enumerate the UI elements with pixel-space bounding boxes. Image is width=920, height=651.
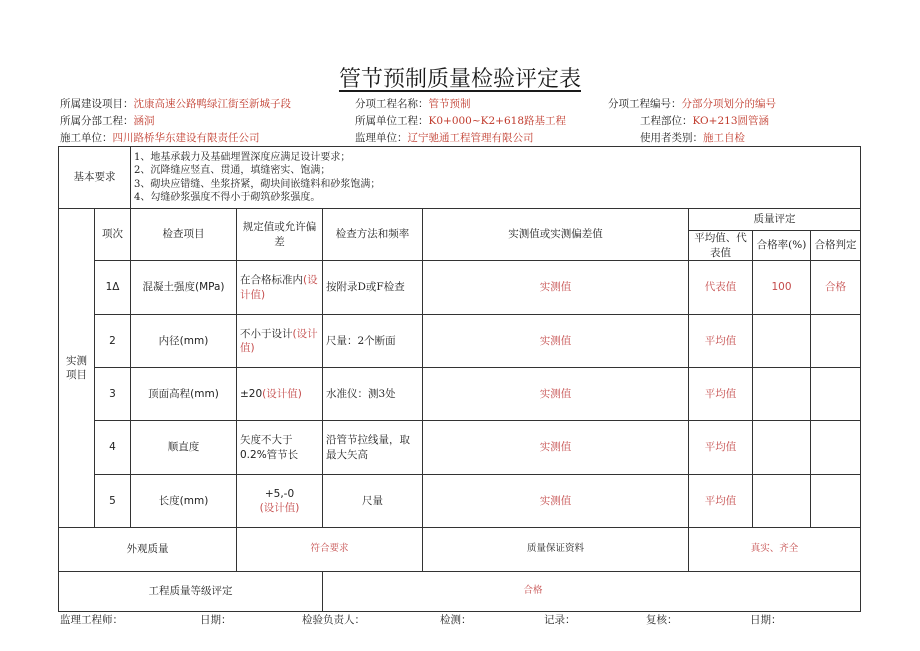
check-item: 混凝土强度(MPa)	[131, 261, 237, 315]
header-item-no: 项次	[95, 209, 131, 261]
header-measured: 实测值或实测偏差值	[423, 209, 689, 261]
grade-value: 合格	[323, 572, 861, 612]
assurance-label: 质量保证资料	[423, 528, 689, 572]
item-no: 4	[95, 421, 131, 475]
user-info: 使用者类别：施工自检	[640, 132, 745, 144]
item-no: 1Δ	[95, 261, 131, 315]
footer-date1: 日期：	[200, 614, 232, 626]
measured-value: 实测值	[423, 368, 689, 421]
judgement	[811, 475, 861, 528]
appearance-row	[59, 528, 861, 572]
spec-value: 在合格标准内(设计值)	[237, 261, 323, 315]
measured-header-row	[59, 209, 861, 231]
check-item: 长度(mm)	[131, 475, 237, 528]
pass-rate	[753, 368, 811, 421]
inspection-table	[58, 146, 861, 612]
method: 尺量	[323, 475, 423, 528]
part-info: 工程部位：KO+213圆管涵	[640, 115, 770, 127]
basic-requirements-label: 基本要求	[59, 147, 131, 209]
basic-requirements-text: 1、地基承载力及基础埋置深度应满足设计要求； 2、沉降缝应竖直、贯通，填缝密实、饱满； 3、砌块应错缝、坐浆挤紧，砌块间嵌缝料和砂浆饱满； 4、勾缝砂浆强度不得小于砌筑砂浆强度。	[131, 147, 861, 209]
header-judgement: 合格判定	[811, 231, 861, 261]
avg-value: 平均值	[689, 315, 753, 368]
header-check-item: 检查项目	[131, 209, 237, 261]
method: 水准仪：测3处	[323, 368, 423, 421]
table-row	[59, 475, 861, 528]
footer-record: 记录：	[544, 614, 576, 626]
footer-inspector: 检验负责人：	[302, 614, 365, 626]
header-quality: 质量评定	[689, 209, 861, 231]
basic-requirements-row	[59, 147, 861, 209]
grade-row	[59, 572, 861, 612]
check-item: 顶面高程(mm)	[131, 368, 237, 421]
judgement	[811, 368, 861, 421]
judgement: 合格	[811, 261, 861, 315]
project-info: 所属建设项目：沈康高速公路鸭绿江街至新城子段	[60, 98, 291, 110]
method: 按附录D或F检查	[323, 261, 423, 315]
item-no: 3	[95, 368, 131, 421]
header-pass-rate: 合格率(%)	[753, 231, 811, 261]
avg-value: 代表值	[689, 261, 753, 315]
table-row	[59, 421, 861, 475]
measured-value: 实测值	[423, 475, 689, 528]
check-item: 内径(mm)	[131, 315, 237, 368]
judgement	[811, 315, 861, 368]
pass-rate	[753, 421, 811, 475]
spec-value: +5,-0 (设计值)	[237, 475, 323, 528]
pass-rate: 100	[753, 261, 811, 315]
method: 沿管节拉线量，取最大矢高	[323, 421, 423, 475]
item-no: 2	[95, 315, 131, 368]
spec-value: 不小于设计(设计值)	[237, 315, 323, 368]
appearance-label: 外观质量	[59, 528, 237, 572]
header-spec: 规定值或允许偏差	[237, 209, 323, 261]
footer-test: 检测：	[440, 614, 472, 626]
division-info: 所属分部工程：涵洞	[60, 115, 155, 127]
avg-value: 平均值	[689, 475, 753, 528]
judgement	[811, 421, 861, 475]
spec-value: ±20(设计值)	[237, 368, 323, 421]
appearance-value: 符合要求	[237, 528, 423, 572]
supervisor-info: 监理单位：辽宁驰通工程管理有限公司	[355, 132, 534, 144]
unit-info: 所属单位工程：K0+000~K2+618路基工程	[355, 115, 567, 127]
constructor-info: 施工单位：四川路桥华东建设有限责任公司	[60, 132, 260, 144]
footer-supervisor: 监理工程师：	[60, 614, 123, 626]
check-item: 顺直度	[131, 421, 237, 475]
method: 尺量：2个断面	[323, 315, 423, 368]
page-title: 管节预制质量检验评定表	[338, 67, 581, 92]
avg-value: 平均值	[689, 421, 753, 475]
measured-value: 实测值	[423, 421, 689, 475]
spec-value: 矢度不大于0.2%管节长	[237, 421, 323, 475]
subitem-info: 分项工程名称：管节预制	[355, 98, 471, 110]
footer-review: 复核：	[646, 614, 678, 626]
footer-date2: 日期：	[750, 614, 782, 626]
code-info: 分项工程编号：分部分项划分的编号	[608, 98, 776, 110]
table-row	[59, 315, 861, 368]
measured-section-label: 实测项目	[59, 209, 95, 528]
header-method: 检查方法和频率	[323, 209, 423, 261]
grade-label: 工程质量等级评定	[59, 572, 323, 612]
avg-value: 平均值	[689, 368, 753, 421]
table-row	[59, 368, 861, 421]
measured-value: 实测值	[423, 261, 689, 315]
measured-value: 实测值	[423, 315, 689, 368]
pass-rate	[753, 475, 811, 528]
pass-rate	[753, 315, 811, 368]
assurance-value: 真实、齐全	[689, 528, 861, 572]
item-no: 5	[95, 475, 131, 528]
table-row	[59, 261, 861, 315]
header-avg: 平均值、代表值	[689, 231, 753, 261]
